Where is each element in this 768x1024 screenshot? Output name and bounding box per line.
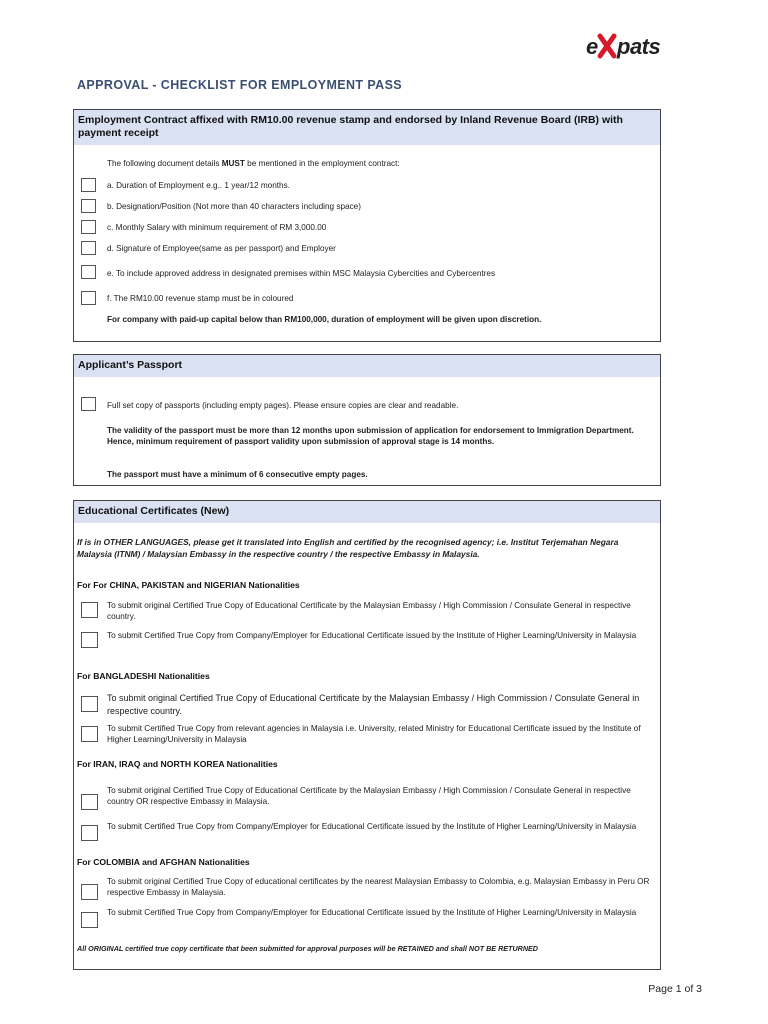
nationality-group-label: For COLOMBIA and AFGHAN Nationalities [77,857,250,867]
checkbox[interactable] [81,397,96,411]
checkbox[interactable] [81,632,98,648]
education-item-text: To submit Certified True Copy from Company/Employer for Educational Certificate issued by the Institute of Higher Learning/University in Malaysia [107,822,637,831]
checkbox[interactable] [81,178,96,192]
education-item-text: To submit Certified True Copy from relevant agencies in Malaysia i.e. University, related Ministry for Educational Certificate issued by the Institute of Higher Learning/University in Malaysia [107,724,641,744]
checkbox[interactable] [81,884,98,900]
checkbox[interactable] [81,241,96,255]
contract-intro-must: MUST [221,159,245,168]
checkbox[interactable] [81,291,96,305]
page-number: Page 1 of 3 [648,983,702,995]
checkbox[interactable] [81,265,96,279]
education-item-text: To submit original Certified True Copy of Educational Certificate by the Malaysian Embassy / High Commission / Consulate General in respective country OR respective Embassy in Malaysia. [107,786,631,806]
passport-section [73,354,661,486]
checkbox[interactable] [81,696,98,712]
contract-intro-post: be mentioned in the employment contract: [244,159,400,168]
page-title: APPROVAL - CHECKLIST FOR EMPLOYMENT PASS [77,78,403,92]
education-item-text: To submit Certified True Copy from Company/Employer for Educational Certificate issued by the Institute of Higher Learning/University in Malaysia [107,908,637,917]
svg-text:e: e [586,34,598,59]
nationality-group-label: For For CHINA, PAKISTAN and NIGERIAN Nationalities [77,580,300,590]
passport-pages-text: The passport must have a minimum of 6 consecutive empty pages. [107,470,368,479]
expats-logo [584,30,696,66]
contract-intro-pre: The following document details [107,159,222,168]
passport-validity-text: The validity of the passport must be more than 12 months upon submission of application for endorsement to Immigration Department. Hence, minimum requirement of passport validity upon submission of approval stage is 14 months. [107,426,634,446]
checkbox[interactable] [81,825,98,841]
education-item-text: To submit original Certified True Copy of educational certificates by the nearest Malaysian Embassy to Colombia, e.g. Malaysian Embassy in Peru OR respective Embassy in Malaysia. [107,877,650,897]
checkbox[interactable] [81,220,96,234]
svg-text:pats: pats [617,34,661,59]
education-header: Educational Certificates (New) [74,501,660,523]
education-section [73,500,661,970]
contract-item-text: d. Signature of Employee(same as per passport) and Employer [107,244,336,253]
passport-item-text: Full set copy of passports (including empty pages). Please ensure copies are clear and readable. [107,401,459,410]
contract-header: Employment Contract affixed with RM10.00 revenue stamp and endorsed by Inland Revenue Board (IRB) with payment receipt [74,110,660,145]
checkbox[interactable] [81,726,98,742]
contract-item-text: b. Designation/Position (Not more than 40 characters including space) [107,202,361,211]
checkbox[interactable] [81,794,98,810]
education-item-text: To submit original Certified True Copy of Educational Certificate by the Malaysian Embassy / High Commission / Consulate General in respective country. [107,601,631,621]
checkbox[interactable] [81,602,98,618]
education-item-text: To submit Certified True Copy from Company/Employer for Educational Certificate issued by the Institute of Higher Learning/University in Malaysia [107,631,637,640]
education-footnote-text: All ORIGINAL certified true copy certificate that been submitted for approval purposes will be RETAINED and shall NOT BE RETURNED [77,944,539,953]
contract-note-text: For company with paid-up capital below than RM100,000, duration of employment will be given upon discretion. [107,315,542,324]
checkbox[interactable] [81,912,98,928]
education-item-text: To submit original Certified True Copy of Educational Certificate by the Malaysian Embassy / High Commission / Consulate General in respective country. [107,693,640,716]
contract-item-text: e. To include approved address in designated premises within MSC Malaysia Cybercities and Cybercentres [107,269,496,278]
passport-header: Applicant’s Passport [74,355,660,377]
nationality-group-label: For IRAN, IRAQ and NORTH KOREA Nationalities [77,759,278,769]
contract-section [73,109,661,342]
contract-item-text: c. Monthly Salary with minimum requirement of RM 3,000.00 [107,223,327,232]
contract-item-text: a. Duration of Employment e.g.. 1 year/12 months. [107,181,290,190]
nationality-group-label: For BANGLADESHI Nationalities [77,671,210,681]
expats-logo-mark [584,30,696,66]
contract-item-text: f. The RM10.00 revenue stamp must be in coloured [107,294,294,303]
checkbox[interactable] [81,199,96,213]
education-intro-text: If is in OTHER LANGUAGES, please get it translated into English and certified by the recognised agency; i.e. Institut Terjemahan Negara Malaysia (ITNM) / Malaysian Embassy in the respective country / the respective Embassy in Malaysia. [77,537,619,559]
